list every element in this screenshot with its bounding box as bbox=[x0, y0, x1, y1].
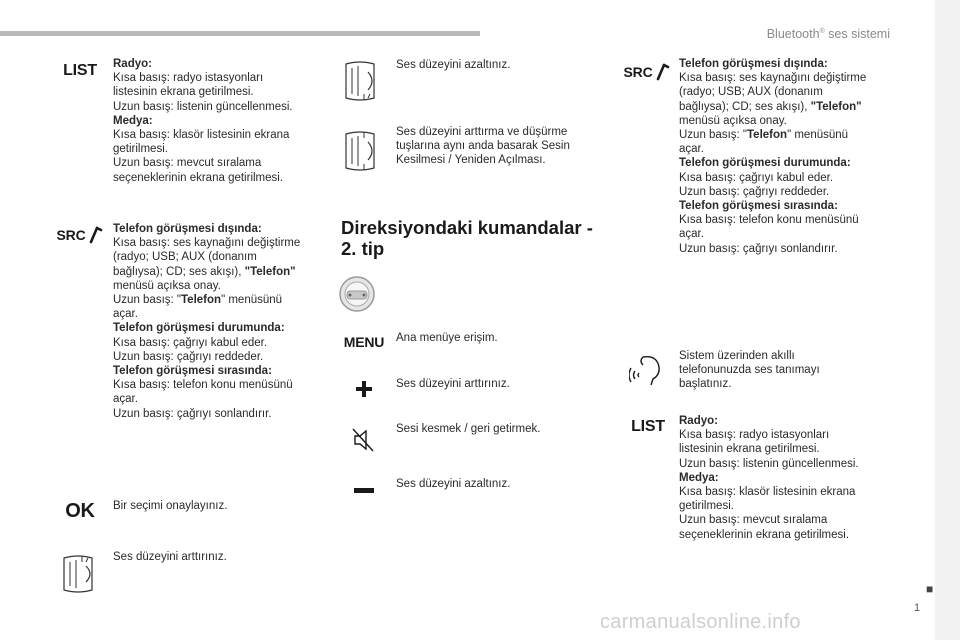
minus-icon bbox=[353, 486, 375, 494]
menu-button-icon: MENU bbox=[343, 334, 385, 350]
list-description: Radyo: Kısa basış: radyo istasyonları listesinin ekrana getirilmesi. Uzun basış: listenin güncellenmesi. Medya: Kısa basış: klasör listesinin ekrana getirilmesi. Uzun basış: mevcut sıralama seçeneklerinin ekrana getirilmesi. bbox=[679, 415, 859, 541]
src-phone-button-icon: SRC bbox=[622, 61, 672, 83]
list-button-icon: LIST bbox=[63, 62, 97, 79]
thumbwheel-down-icon bbox=[340, 58, 382, 104]
page-edge-strip bbox=[935, 0, 960, 640]
src-description: Telefon görüşmesi dışında: Kısa basış: ses kaynağını değiştirme (radyo; USB; AUX (donanım bağlıysa); CD; ses akışı), "Telefon" menüsü açıksa onay. Uzun basış: "Telefon" menüsünü açar. Telefon görüşmesi durumunda: Kısa basış: çağrıyı kabul eder. Uzun basış: çağrıyı reddeder. Telefon görüşmesi sırasında: Kısa basış: telefon konu menüsünü açar. Uzun basış: çağrıyı sonlandırır. bbox=[113, 223, 301, 420]
thumbwheel-down-description: Ses düzeyini azaltınız. bbox=[396, 59, 511, 71]
plus-description: Ses düzeyini arttırınız. bbox=[396, 378, 510, 390]
thumbwheel-mute-description: Ses düzeyini arttırma ve düşürme tuşlarına aynı anda basarak Sesin Kesilmesi / Yeniden Açılması. bbox=[396, 126, 570, 167]
plus-icon bbox=[354, 379, 374, 399]
watermark: carmanualsonline.info bbox=[600, 611, 801, 633]
list-description: Radyo: Kısa basış: radyo istasyonları listesinin ekrana getirilmesi. Uzun basış: listenin güncellenmesi. Medya: Kısa basış: klasör listesinin ekrana getirilmesi. Uzun basış: mevcut sıralama seçeneklerinin ekrana getirilmesi. bbox=[113, 58, 293, 184]
thumbwheel-up-icon bbox=[58, 552, 100, 596]
page-header-title: Bluetooth® ses sistemi bbox=[766, 27, 890, 41]
mute-speaker-icon bbox=[350, 426, 376, 454]
ok-description: Bir seçimi onaylayınız. bbox=[113, 500, 228, 512]
list-button-icon: LIST bbox=[631, 418, 665, 435]
thumbwheel-mute-icon bbox=[340, 128, 382, 174]
mute-description: Sesi kesmek / geri getirmek. bbox=[396, 423, 541, 435]
src-description: Telefon görüşmesi dışında: Kısa basış: ses kaynağını değiştirme (radyo; USB; AUX (donanım bağlıysa); CD; ses akışı), "Telefon" menüsü açıksa onay. Uzun basış: "Telefon" menüsünü açar. Telefon görüşmesi durumunda: Kısa basış: çağrıyı kabul eder. Uzun basış: çağrıyı reddeder. Telefon görüşmesi sırasında: Kısa basış: telefon konu menüsünü açar. Uzun basış: çağrıyı sonlandırır. bbox=[679, 58, 867, 255]
end-marker: ■ bbox=[926, 582, 934, 596]
steering-wheel-icon bbox=[337, 274, 377, 314]
section-heading: Direksiyondaki kumandalar - 2. tip bbox=[341, 217, 593, 259]
menu-description: Ana menüye erişim. bbox=[396, 332, 498, 344]
minus-description: Ses düzeyini azaltınız. bbox=[396, 478, 511, 490]
thumbwheel-up-description: Ses düzeyini arttırınız. bbox=[113, 551, 227, 563]
ok-button-icon: OK bbox=[65, 499, 95, 522]
header-rule bbox=[0, 31, 480, 36]
voice-recognition-icon bbox=[628, 352, 664, 388]
src-phone-button-icon: SRC bbox=[56, 224, 104, 246]
page-number: 1 bbox=[914, 602, 921, 614]
voice-description: Sistem üzerinden akıllı telefonunuzda ses tanımayı başlatınız. bbox=[679, 350, 820, 391]
